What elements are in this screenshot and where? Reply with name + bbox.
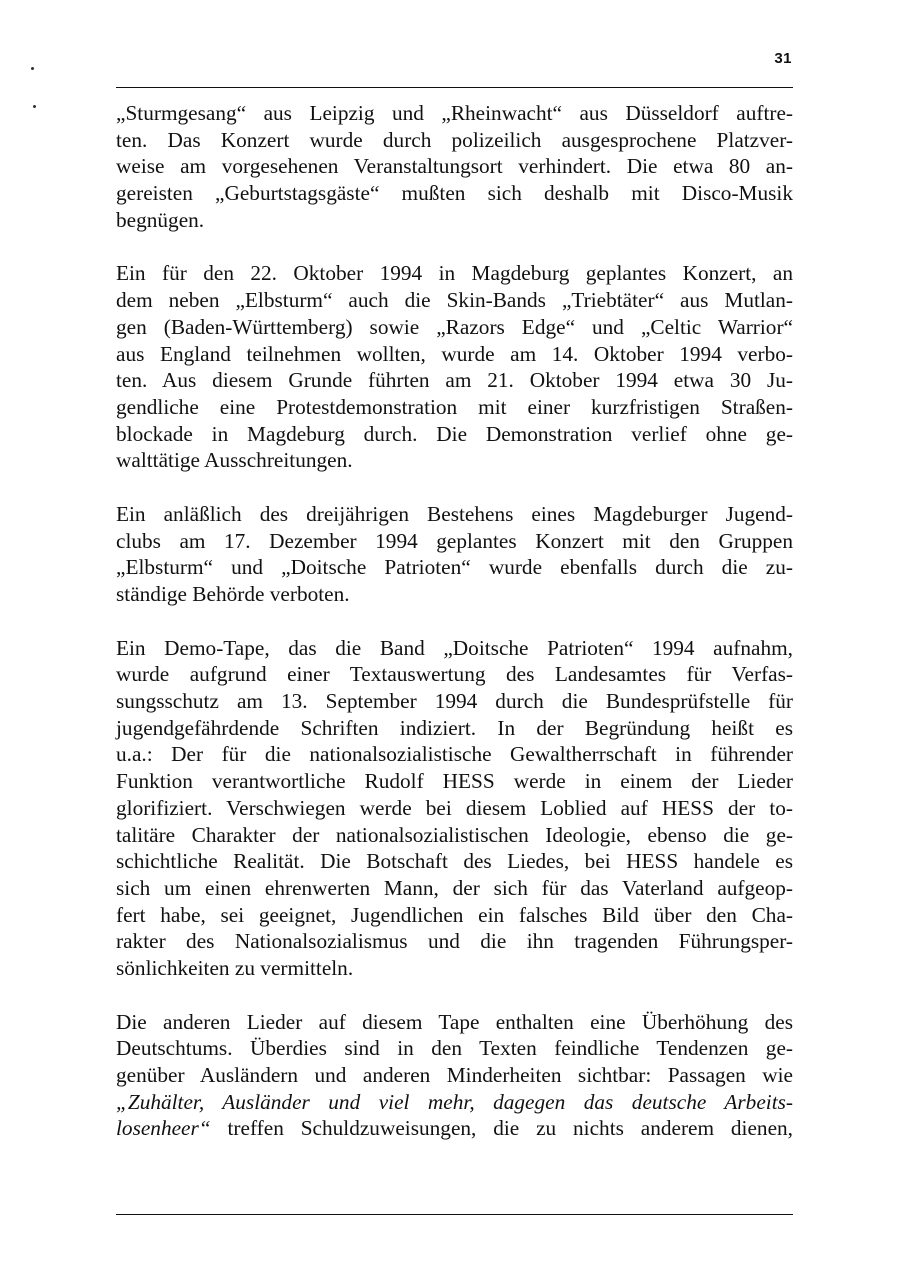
- text-line: Funktion verantwortliche Rudolf HESS werde in einem der Lieder: [116, 769, 793, 794]
- text-line: talitäre Charakter der nationalsozialistischen Ideologie, ebenso die ge-: [116, 822, 793, 847]
- text-line: begnügen.: [116, 207, 205, 232]
- text-line: ten. Aus diesem Grunde führten am 21. Oktober 1994 etwa 30 Ju-: [116, 368, 793, 393]
- text-line: Die anderen Lieder auf diesem Tape enthalten eine Überhöhung des: [116, 1009, 793, 1034]
- text-line-mixed: [116, 1115, 793, 1142]
- paragraph-2: [116, 260, 793, 474]
- text-line: aus England teilnehmen wollten, wurde am 14. Oktober 1994 verbo-: [116, 341, 793, 366]
- text-line: glorifiziert. Verschwiegen werde bei diesem Loblied auf HESS der to-: [116, 795, 793, 820]
- text-line: gen (Baden-Württemberg) sowie „Razors Edge“ und „Celtic Warrior“: [116, 314, 793, 339]
- text-line-rest: treffen Schuldzuweisungen, die zu nichts anderem dienen,: [210, 1116, 793, 1141]
- text-line: ständige Behörde verboten.: [116, 582, 350, 606]
- paragraph-5: [116, 1009, 793, 1142]
- scan-speck: [33, 105, 36, 108]
- paragraph-4: [116, 635, 793, 982]
- italic-quote: „Zuhälter, Ausländer und viel mehr, dagegen das deutsche Arbeits-: [116, 1089, 793, 1114]
- text-line: clubs am 17. Dezember 1994 geplantes Konzert mit den Gruppen: [116, 528, 793, 553]
- text-line: sönlichkeiten zu vermitteln.: [116, 955, 354, 980]
- text-line: „Sturmgesang“ aus Leipzig und „Rheinwacht“ aus Düsseldorf auftre-: [116, 101, 793, 125]
- paragraph-3: [116, 501, 793, 608]
- text-line: Ein für den 22. Oktober 1994 in Magdeburg geplantes Konzert, an: [116, 261, 793, 286]
- text-line: weise am vorgesehenen Veranstaltungsort verhindert. Die etwa 80 an-: [116, 154, 793, 179]
- text-line: dem neben „Elbsturm“ auch die Skin-Bands „Triebtäter“ aus Mutlan-: [116, 288, 793, 313]
- text-line: fert habe, sei geeignet, Jugendlichen ein falsches Bild über den Cha-: [116, 902, 793, 927]
- text-line: blockade in Magdeburg durch. Die Demonstration verlief ohne ge-: [116, 421, 793, 446]
- text-line: schichtliche Realität. Die Botschaft des Liedes, bei HESS handele es: [116, 849, 793, 874]
- text-line: Ein anläßlich des dreijährigen Bestehens eines Magdeburger Jugend-: [116, 501, 793, 526]
- body-text: [116, 100, 793, 1169]
- text-line: wurde aufgrund einer Textauswertung des Landesamtes für Verfas-: [116, 662, 793, 687]
- text-line: Deutschtums. Überdies sind in den Texten feindliche Tendenzen ge-: [116, 1036, 793, 1061]
- header-rule: [116, 87, 793, 88]
- text-line: jugendgefährdende Schriften indiziert. In der Begründung heißt es: [116, 715, 793, 740]
- text-line-italic: [116, 1089, 793, 1116]
- scan-speck: [31, 67, 34, 70]
- text-line: u.a.: Der für die nationalsozialistische Gewaltherrschaft in führender: [116, 742, 793, 767]
- text-line: sungsschutz am 13. September 1994 durch die Bundesprüfstelle für: [116, 689, 793, 714]
- text-line: „Elbsturm“ und „Doitsche Patrioten“ wurde ebenfalls durch die zu-: [116, 555, 793, 580]
- text-line: genüber Ausländern und anderen Minderheiten sichtbar: Passagen wie: [116, 1063, 793, 1087]
- paragraph-1: [116, 100, 793, 233]
- italic-quote-end: losenheer“: [116, 1116, 211, 1141]
- text-line: sich um einen ehrenwerten Mann, der sich für das Vaterland aufgeop-: [116, 875, 793, 900]
- text-line: walttätige Ausschreitungen.: [116, 448, 353, 473]
- text-line: rakter des Nationalsozialismus und die ihn tragenden Führungsper-: [116, 929, 793, 954]
- text-line: gereisten „Geburtstagsgäste“ mußten sich deshalb mit Disco-Musik: [116, 181, 793, 206]
- text-line: ten. Das Konzert wurde durch polizeilich ausgesprochene Platzver-: [116, 127, 793, 152]
- page-number: 31: [774, 50, 792, 67]
- text-line: Ein Demo-Tape, das die Band „Doitsche Patrioten“ 1994 aufnahm,: [116, 635, 793, 660]
- footer-rule: [116, 1214, 793, 1215]
- text-line: gendliche eine Protestdemonstration mit einer kurzfristigen Straßen-: [116, 394, 793, 419]
